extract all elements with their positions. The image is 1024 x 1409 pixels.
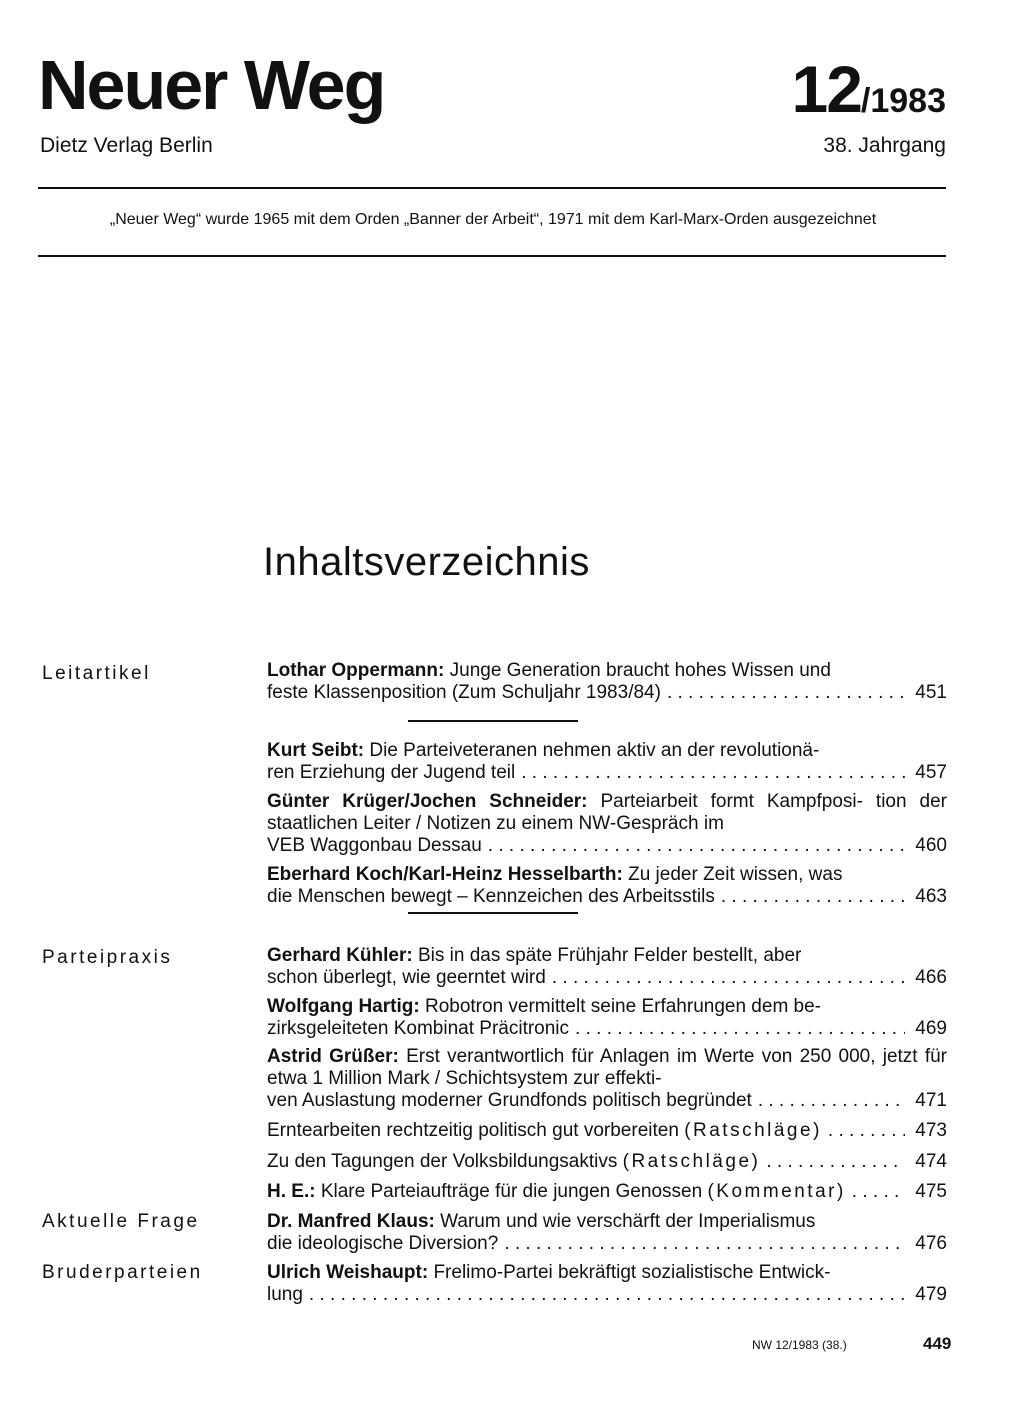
entry-page: 475 <box>915 1181 947 1202</box>
entry-title-end: ren Erziehung der Jugend teil <box>267 762 516 783</box>
leader-dots <box>575 1018 905 1040</box>
entry-title: Warum und wie verschärft der Imperialismus <box>440 1211 816 1232</box>
volume: 38. Jahrgang <box>823 134 946 157</box>
entry-page: 463 <box>915 886 947 907</box>
toc-entry[interactable] <box>267 1262 947 1306</box>
entry-title-end: lung <box>267 1284 303 1305</box>
toc-entry[interactable] <box>267 1046 947 1112</box>
leader-dots <box>721 886 905 908</box>
leader-dots <box>758 1090 905 1112</box>
entry-title: Erntearbeiten rechtzeitig politisch gut vorbereiten <box>267 1120 679 1141</box>
leader-dots <box>667 682 905 704</box>
leader-dots <box>521 762 905 784</box>
entry-title-end: ven Auslastung moderner Grundfonds politisch begründet <box>267 1090 752 1111</box>
section-parteipraxis: Parteipraxis <box>42 947 173 968</box>
entry-author: Günter Krüger/Jochen Schneider: <box>267 791 588 812</box>
entry-author: Gerhard Kühler: <box>267 945 413 966</box>
toc-entry[interactable] <box>267 1151 947 1173</box>
entry-title: Frelimo-Partei bekräftigt sozialistische Entwick- <box>433 1262 831 1283</box>
award-note: „Neuer Weg“ wurde 1965 mit dem Orden „Banner der Arbeit“, 1971 mit dem Karl-Marx-Orden ausgezeichnet <box>109 211 877 228</box>
issue-year: /1983 <box>860 82 946 120</box>
entry-author: H. E.: <box>267 1181 316 1202</box>
entry-title: Parteiarbeit formt Kampfposi- tion der staatlichen Leiter / Notizen zu einem NW-Gespräch im <box>267 791 947 834</box>
toc-entry[interactable] <box>267 945 947 989</box>
entry-page: 479 <box>915 1284 947 1305</box>
entry-title-end: die Menschen bewegt – Kennzeichen des Arbeitsstils <box>267 886 715 907</box>
toc-entry[interactable] <box>267 996 947 1040</box>
toc-entry[interactable] <box>267 791 947 857</box>
entry-title: Junge Generation braucht hohes Wissen und <box>449 660 831 681</box>
entry-title-end: die ideologische Diversion? <box>267 1233 499 1254</box>
entry-title: Erst verantwortlich für Anlagen im Werte von 250 000, jetzt für etwa 1 Million Mark / Schichtsystem zur effekti- <box>267 1046 947 1089</box>
entry-title: Zu jeder Zeit wissen, was <box>628 864 843 885</box>
entry-title-end <box>267 1151 760 1173</box>
entry-tag: (Ratschläge) <box>622 1151 761 1172</box>
entry-title-end <box>267 1120 822 1142</box>
leader-dots <box>504 1233 905 1255</box>
entry-title-end: schon überlegt, wie geerntet wird <box>267 967 546 988</box>
entry-title: Zu den Tagungen der Volksbildungsaktivs <box>267 1151 618 1172</box>
section-bruderparteien: Bruderparteien <box>42 1262 203 1283</box>
toc-entry[interactable] <box>267 864 947 908</box>
entry-title-end: feste Klassenposition (Zum Schuljahr 1983/84) <box>267 682 661 703</box>
leader-dots <box>309 1284 905 1306</box>
leader-dots <box>488 835 905 857</box>
entry-title-end <box>267 1181 846 1203</box>
toc-entry[interactable] <box>267 1120 947 1142</box>
entry-title-end: zirksgeleiteten Kombinat Präcitronic <box>267 1018 570 1039</box>
entry-author: Kurt Seibt: <box>267 740 365 761</box>
section-aktuelle-frage: Aktuelle Frage <box>42 1211 200 1232</box>
entry-tag: (Kommentar) <box>707 1181 846 1202</box>
toc-entry[interactable] <box>267 660 947 704</box>
entry-author: Eberhard Koch/Karl-Heinz Hesselbarth: <box>267 864 623 885</box>
toc-heading: Inhaltsverzeichnis <box>263 540 590 584</box>
toc-entry[interactable] <box>267 1181 947 1203</box>
entry-title: Die Parteiveteranen nehmen aktiv an der revolutionä- <box>369 740 820 761</box>
entry-page: 457 <box>915 762 947 783</box>
issue-number: 12 <box>791 52 861 126</box>
top-rule <box>38 187 946 189</box>
leader-dots <box>852 1181 905 1203</box>
entry-page: 474 <box>915 1151 947 1172</box>
entry-title: Klare Parteiaufträge für die jungen Genossen <box>320 1181 703 1202</box>
publisher: Dietz Verlag Berlin <box>40 134 213 157</box>
entry-page: 469 <box>915 1018 947 1039</box>
entry-page: 460 <box>915 835 947 856</box>
entry-author: Lothar Oppermann: <box>267 660 445 681</box>
entry-page: 471 <box>915 1090 947 1111</box>
footer-issue-ref: NW 12/1983 (38.) <box>752 1338 847 1352</box>
entry-title-end: VEB Waggonbau Dessau <box>267 835 482 856</box>
issue-label <box>791 52 946 126</box>
section-leitartikel: Leitartikel <box>42 663 151 684</box>
entry-page: 473 <box>915 1120 947 1141</box>
entry-author: Dr. Manfred Klaus: <box>267 1211 435 1232</box>
leader-dots <box>552 967 905 989</box>
magazine-title: Neuer Weg <box>38 46 385 124</box>
footer-page-number: 449 <box>923 1334 952 1353</box>
entry-author: Astrid Grüßer: <box>267 1046 399 1067</box>
toc-entry[interactable] <box>267 1211 947 1255</box>
toc-entry[interactable] <box>267 740 947 784</box>
bottom-rule <box>38 255 946 257</box>
entry-page: 466 <box>915 967 947 988</box>
entry-tag: (Ratschläge) <box>684 1120 822 1141</box>
section-divider <box>408 720 578 722</box>
entry-title: Robotron vermittelt seine Erfahrungen dem be- <box>424 996 822 1017</box>
leader-dots <box>828 1120 905 1142</box>
leader-dots <box>766 1151 905 1173</box>
entry-page: 451 <box>915 682 947 703</box>
entry-author: Ulrich Weishaupt: <box>267 1262 429 1283</box>
section-divider <box>408 912 578 914</box>
entry-author: Wolfgang Hartig: <box>267 996 420 1017</box>
entry-title: Bis in das späte Frühjahr Felder bestellt, aber <box>417 945 802 966</box>
entry-page: 476 <box>915 1233 947 1254</box>
